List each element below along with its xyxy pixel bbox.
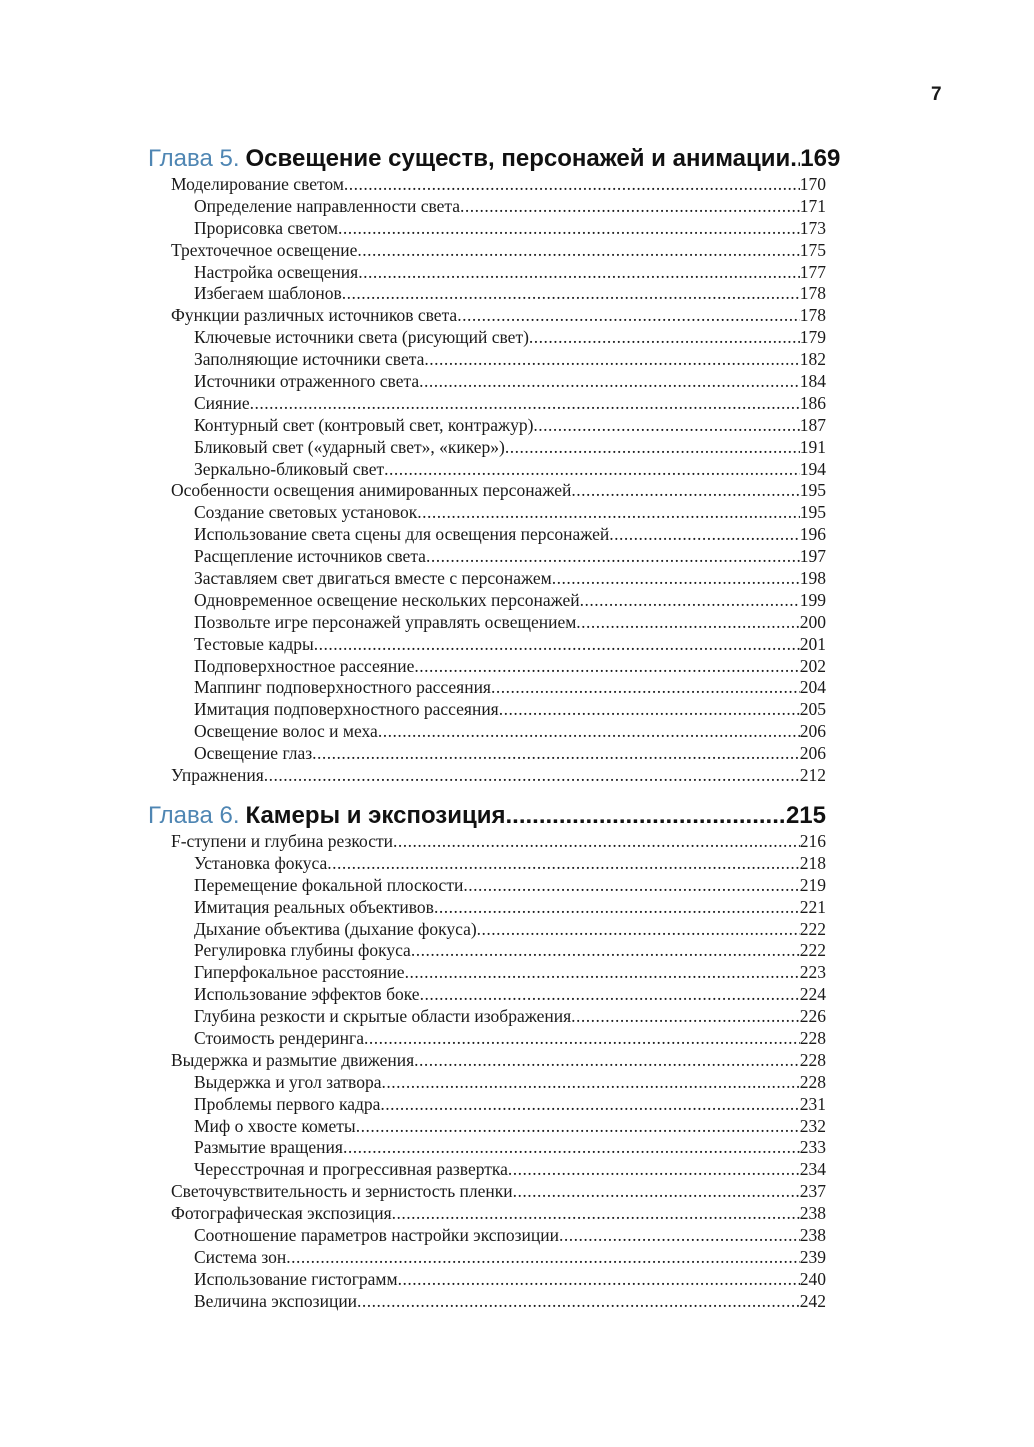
toc-entry <box>148 875 826 897</box>
toc-entry-page: 197 <box>799 546 826 567</box>
toc-entry-page: 221 <box>799 896 826 917</box>
toc-entry-page: 177 <box>799 261 826 282</box>
dot-leader <box>576 612 799 634</box>
toc-entry <box>148 853 826 875</box>
toc-entry-page: 184 <box>799 371 826 392</box>
toc-entry <box>148 1050 826 1072</box>
chapter-heading <box>148 801 826 831</box>
toc-entry <box>148 218 826 240</box>
toc-entry-title: Миф о хвосте кометы <box>194 1115 356 1136</box>
dot-leader <box>250 393 800 415</box>
dot-leader <box>364 1028 800 1050</box>
dot-leader <box>342 283 800 305</box>
toc-entry <box>148 349 826 371</box>
dot-leader <box>327 853 799 875</box>
chapter-entries <box>148 174 826 787</box>
toc-entry-page: 238 <box>799 1203 826 1224</box>
toc-entry <box>148 1203 826 1225</box>
toc-entry <box>148 962 826 984</box>
dot-leader <box>420 984 800 1006</box>
toc-entry-title: Заставляем свет двигаться вместе с персонажем <box>194 568 552 589</box>
toc-entry-title: Выдержка и угол затвора <box>194 1071 382 1092</box>
toc-entry-title: Функции различных источников света <box>171 305 458 326</box>
toc-entry-page: 199 <box>799 589 826 610</box>
toc-entry <box>148 919 826 941</box>
chapter-title: Освещение существ, персонажей и анимации <box>245 145 791 172</box>
toc-entry <box>148 459 826 481</box>
toc-entry-page: 171 <box>799 195 826 216</box>
dot-leader <box>381 1072 799 1094</box>
dot-leader <box>417 502 800 524</box>
chapter-page-number: 215 <box>785 801 826 829</box>
dot-leader <box>505 437 800 459</box>
toc-entry-title: Источники отраженного света <box>194 371 420 392</box>
dot-leader <box>463 875 799 897</box>
toc-entry <box>148 612 826 634</box>
toc-entry <box>148 568 826 590</box>
chapter-5 <box>148 144 841 787</box>
toc-entry <box>148 1159 826 1181</box>
toc-entry <box>148 371 826 393</box>
toc-entry <box>148 984 826 1006</box>
toc-entry <box>148 305 826 327</box>
dot-leader <box>357 240 799 262</box>
toc-entry-page: 228 <box>799 1027 826 1048</box>
toc-entry-page: 191 <box>799 436 826 457</box>
toc-entry-page: 178 <box>799 305 826 326</box>
toc-entry-title: Настройка освещения <box>194 261 359 282</box>
chapter-page-number: 169 <box>800 145 841 172</box>
dot-leader <box>499 699 800 721</box>
toc-entry-page: 228 <box>799 1049 826 1070</box>
chapter-title: Камеры и экспозиция <box>245 801 506 829</box>
toc-entry <box>148 940 826 962</box>
dot-leader <box>505 801 785 831</box>
toc-entry-title: Подповерхностное рассеяние <box>194 655 415 676</box>
dot-leader <box>434 897 800 919</box>
toc-entry-title: Чересстрочная и прогрессивная развертка <box>194 1159 508 1180</box>
toc-entry-title: Упражнения <box>171 765 264 786</box>
toc-entry <box>148 1225 826 1247</box>
toc-entry-page: 212 <box>799 765 826 786</box>
dot-leader <box>426 546 800 568</box>
toc-entry-page: 228 <box>799 1071 826 1092</box>
toc-entry <box>148 1072 826 1094</box>
toc-entry-title: Контурный свет (контровый свет, контражур) <box>194 414 534 435</box>
toc-entry-page: 224 <box>799 984 826 1005</box>
toc-entry <box>148 831 826 853</box>
toc-entry <box>148 437 826 459</box>
toc-entry <box>148 897 826 919</box>
toc-entry-page: 179 <box>799 327 826 348</box>
toc-entry-title: Проблемы первого кадра <box>194 1093 381 1114</box>
toc-entry-title: Система зон <box>194 1246 287 1267</box>
toc-entry-page: 205 <box>799 699 826 720</box>
dot-leader <box>357 1291 800 1313</box>
dot-leader <box>424 349 799 371</box>
toc-entry-page: 239 <box>799 1246 826 1267</box>
toc-entry <box>148 634 826 656</box>
dot-leader <box>571 480 799 502</box>
dot-leader <box>264 765 800 787</box>
toc-entry-page: 195 <box>799 502 826 523</box>
toc-entry-title: Глубина резкости и скрытые области изображения <box>194 1006 572 1027</box>
toc-entry-page: 182 <box>799 349 826 370</box>
toc-entry-page: 206 <box>799 721 826 742</box>
toc-entry-title: F-ступени и глубина резкости <box>171 830 394 851</box>
toc-entry-title: Особенности освещения анимированных персонажей <box>171 480 572 501</box>
toc-entry-page: 240 <box>799 1268 826 1289</box>
toc-entry-title: Определение направленности света <box>194 195 461 216</box>
dot-leader <box>477 919 800 941</box>
dot-leader <box>513 1181 800 1203</box>
toc-entry-page: 216 <box>799 830 826 851</box>
toc-entry-page: 218 <box>799 852 826 873</box>
toc-entry <box>148 1137 826 1159</box>
toc-entry <box>148 590 826 612</box>
dot-leader <box>414 1050 800 1072</box>
dot-leader <box>790 144 800 174</box>
toc-entry-page: 233 <box>799 1137 826 1158</box>
dot-leader <box>571 1006 800 1028</box>
toc-entry <box>148 765 826 787</box>
dot-leader <box>312 743 800 765</box>
toc-entry-title: Позвольте игре персонажей управлять освещением <box>194 611 577 632</box>
toc-entry <box>148 546 826 568</box>
dot-leader <box>405 962 800 984</box>
toc-entry-title: Использование гистограмм <box>194 1268 398 1289</box>
toc-entry-title: Перемещение фокальной плоскости <box>194 874 464 895</box>
toc-entry-title: Освещение волос и меха <box>194 721 378 742</box>
toc-entry-title: Тестовые кадры <box>194 633 314 654</box>
toc-entry-title: Моделирование светом <box>171 174 344 194</box>
toc-entry-page: 187 <box>799 414 826 435</box>
toc-entry-title: Соотношение параметров настройки экспозиции <box>194 1224 560 1245</box>
chapter-entries <box>148 831 826 1313</box>
dot-leader <box>609 524 800 546</box>
dot-leader <box>338 218 800 240</box>
toc-entry-title: Имитация реальных объективов <box>194 896 434 917</box>
toc-entry-page: 186 <box>799 392 826 413</box>
dot-leader <box>414 656 799 678</box>
toc-entry <box>148 1181 826 1203</box>
toc-entry-title: Дыхание объектива (дыхание фокуса) <box>194 918 477 939</box>
toc-entry-title: Размытие вращения <box>194 1137 343 1158</box>
dot-leader <box>552 568 800 590</box>
toc-entry-page: 219 <box>799 874 826 895</box>
toc-entry-title: Фотографическая экспозиция <box>171 1203 392 1224</box>
toc-entry-title: Ключевые источники света (рисующий свет) <box>194 327 529 348</box>
toc-entry-page: 175 <box>799 239 826 260</box>
toc-entry-title: Маппинг подповерхностного рассеяния <box>194 677 491 698</box>
toc-entry <box>148 240 826 262</box>
toc-entry-page: 195 <box>799 480 826 501</box>
toc-entry-title: Расщепление источников света <box>194 546 426 567</box>
toc-entry-title: Выдержка и размытие движения <box>171 1049 415 1070</box>
dot-leader <box>398 1269 800 1291</box>
toc-entry-page: 202 <box>799 655 826 676</box>
dot-leader <box>378 721 800 743</box>
toc-entry-title: Заполняющие источники света <box>194 349 425 370</box>
toc-entry <box>148 721 826 743</box>
toc-entry-page: 200 <box>799 611 826 632</box>
toc-entry-title: Трехточечное освещение <box>171 239 358 260</box>
dot-leader <box>457 305 800 327</box>
toc-entry-title: Установка фокуса <box>194 852 328 873</box>
toc-entry-title: Одновременное освещение нескольких персонажей <box>194 589 580 610</box>
toc-entry-page: 223 <box>799 962 826 983</box>
toc-entry-title: Стоимость рендеринга <box>194 1027 364 1048</box>
toc-entry <box>148 1094 826 1116</box>
toc-entry <box>148 524 826 546</box>
toc-entry-title: Использование света сцены для освещения персонажей <box>194 524 610 545</box>
toc-entry <box>148 699 826 721</box>
toc-entry <box>148 283 826 305</box>
chapter-label: Глава 5. <box>148 145 240 172</box>
toc-entry-page: 198 <box>799 568 826 589</box>
toc-entry-page: 234 <box>799 1159 826 1180</box>
toc-entry-page: 231 <box>799 1093 826 1114</box>
toc-entry-page: 222 <box>799 918 826 939</box>
toc-entry <box>148 393 826 415</box>
toc-entry <box>148 743 826 765</box>
toc-entry <box>148 1006 826 1028</box>
toc-entry <box>148 1028 826 1050</box>
toc-entry-title: Светочувствительность и зернистость пленки <box>171 1181 513 1202</box>
table-of-contents <box>148 144 841 1313</box>
toc-entry-page: 194 <box>799 458 826 479</box>
toc-entry-page: 178 <box>799 283 826 304</box>
dot-leader <box>419 371 800 393</box>
dot-leader <box>559 1225 800 1247</box>
chapter-heading <box>148 144 841 174</box>
toc-entry <box>148 677 826 699</box>
dot-leader <box>533 415 799 437</box>
toc-entry-title: Прорисовка светом <box>194 217 339 238</box>
toc-entry-page: 196 <box>799 524 826 545</box>
dot-leader <box>411 940 800 962</box>
dot-leader <box>344 174 800 196</box>
dot-leader <box>343 1137 800 1159</box>
dot-leader <box>380 1094 799 1116</box>
toc-entry <box>148 196 826 218</box>
toc-entry-page: 232 <box>799 1115 826 1136</box>
toc-entry <box>148 480 826 502</box>
chapter-label: Глава 6. <box>148 801 240 829</box>
toc-entry <box>148 1247 826 1269</box>
toc-entry-page: 242 <box>799 1290 826 1311</box>
toc-entry-page: 226 <box>799 1006 826 1027</box>
dot-leader <box>580 590 800 612</box>
toc-entry-page: 170 <box>799 174 826 194</box>
toc-entry-title: Избегаем шаблонов <box>194 283 342 304</box>
toc-entry-title: Бликовый свет («ударный свет», «кикер») <box>194 436 505 457</box>
toc-entry-title: Освещение глаз <box>194 743 313 764</box>
dot-leader <box>393 831 800 853</box>
toc-entry-title: Сияние <box>194 392 250 413</box>
toc-entry-title: Создание световых установок <box>194 502 418 523</box>
toc-entry-page: 201 <box>799 633 826 654</box>
toc-entry-title: Регулировка глубины фокуса <box>194 940 411 961</box>
toc-entry <box>148 656 826 678</box>
dot-leader <box>384 459 800 481</box>
toc-entry <box>148 327 826 349</box>
dot-leader <box>392 1203 800 1225</box>
dot-leader <box>491 677 800 699</box>
toc-entry-title: Имитация подповерхностного рассеяния <box>194 699 499 720</box>
dot-leader <box>529 327 800 349</box>
toc-entry <box>148 1116 826 1138</box>
toc-entry-page: 237 <box>799 1181 826 1202</box>
page-number: 7 <box>931 84 942 105</box>
toc-entry-page: 222 <box>799 940 826 961</box>
toc-entry-page: 238 <box>799 1224 826 1245</box>
toc-entry <box>148 1269 826 1291</box>
dot-leader <box>460 196 800 218</box>
chapter-6 <box>148 801 826 1313</box>
toc-entry <box>148 1291 826 1313</box>
dot-leader <box>356 1116 800 1138</box>
dot-leader <box>286 1247 800 1269</box>
dot-leader <box>314 634 800 656</box>
toc-entry-page: 204 <box>799 677 826 698</box>
toc-entry-title: Использование эффектов боке <box>194 984 420 1005</box>
toc-entry-title: Зеркально-бликовый свет <box>194 458 385 479</box>
toc-entry <box>148 262 826 284</box>
toc-entry <box>148 415 826 437</box>
dot-leader <box>358 262 800 284</box>
toc-entry <box>148 502 826 524</box>
toc-entry-title: Величина экспозиции <box>194 1290 358 1311</box>
toc-entry-page: 173 <box>799 217 826 238</box>
toc-entry <box>148 174 826 196</box>
dot-leader <box>508 1159 800 1181</box>
toc-entry-title: Гиперфокальное расстояние <box>194 962 405 983</box>
toc-entry-page: 206 <box>799 743 826 764</box>
